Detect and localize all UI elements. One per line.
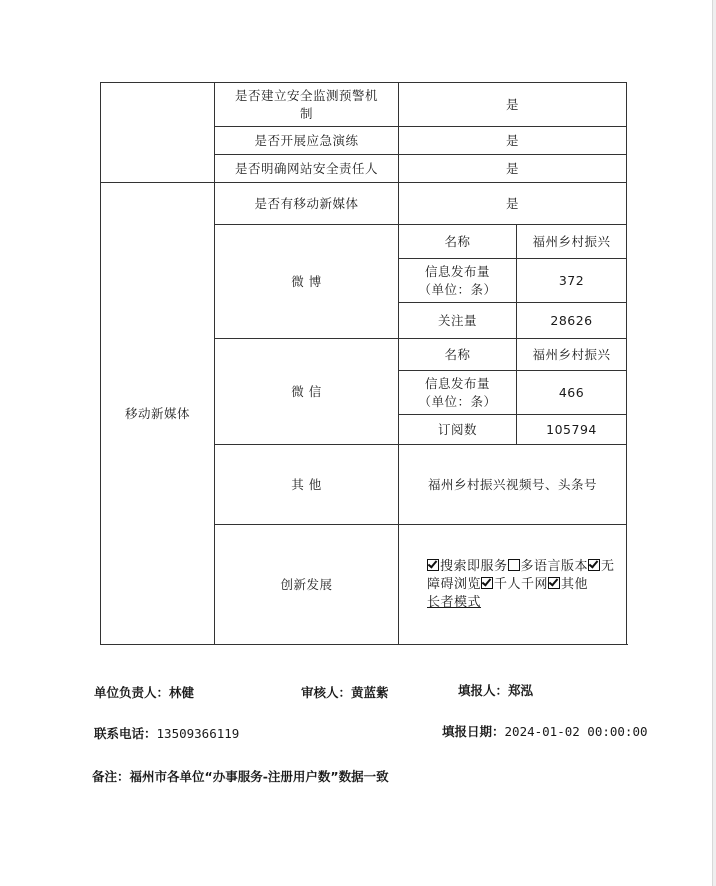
wechat-subs-value: 105794	[517, 415, 627, 445]
drill-value: 是	[399, 127, 627, 155]
mobile-media-label: 移动新媒体	[101, 183, 215, 645]
option-accessible: 无障碍浏览	[427, 558, 615, 592]
option-multilingual: 多语言版本	[520, 558, 589, 574]
option-personalized: 千人千网	[494, 576, 549, 592]
date-label: 填报日期：	[442, 724, 505, 739]
innovation-label: 创新发展	[215, 525, 399, 645]
fill-date	[442, 722, 648, 740]
weibo-posts-label-line1: 信息发布量	[424, 263, 490, 279]
unit-head-label: 单位负责人：	[94, 685, 170, 700]
wechat-label: 微 信	[215, 339, 399, 445]
weibo-label: 微 博	[215, 225, 399, 339]
security-owner-value: 是	[399, 155, 627, 183]
wechat-posts-label-line1: 信息发布量	[424, 375, 490, 391]
filler-value: 郑泓	[508, 683, 534, 698]
checkbox-other[interactable]	[548, 577, 560, 589]
security-owner-label: 是否明确网站安全责任人	[215, 155, 399, 183]
option-other: 其他	[561, 576, 589, 592]
innovation-checkbox-row	[427, 558, 622, 594]
filler	[458, 681, 533, 699]
monitor-warning-label: 是否建立安全监测预警机制	[215, 83, 399, 127]
weibo-posts-label	[399, 259, 517, 303]
checkbox-personalized[interactable]	[481, 577, 493, 589]
wechat-name-value: 福州乡村振兴	[517, 339, 627, 371]
monitor-warning-value: 是	[399, 83, 627, 127]
wechat-posts-label	[399, 371, 517, 415]
unit-head	[94, 683, 194, 701]
wechat-posts-value: 466	[517, 371, 627, 415]
blank-section-cell	[101, 83, 215, 183]
drill-label: 是否开展应急演练	[215, 127, 399, 155]
checkbox-multilingual[interactable]	[508, 559, 520, 571]
unit-head-value: 林健	[169, 685, 195, 700]
weibo-posts-value: 372	[517, 259, 627, 303]
reviewer-label: 审核人：	[301, 685, 352, 700]
weibo-name-label: 名称	[399, 225, 517, 259]
weibo-posts-label-line2: （单位：条）	[418, 281, 497, 297]
wechat-name-label: 名称	[399, 339, 517, 371]
wechat-posts-label-line2: （单位：条）	[418, 393, 497, 409]
option-search-service: 搜索即服务	[440, 558, 508, 574]
innovation-options	[399, 525, 627, 645]
contact-phone	[94, 724, 239, 742]
other-media-label: 其 他	[215, 445, 399, 525]
reviewer-value: 黄蓝紫	[351, 685, 389, 700]
checkbox-accessible[interactable]	[588, 559, 600, 571]
report-table	[100, 82, 627, 645]
weibo-followers-label: 关注量	[399, 303, 517, 339]
date-value: 2024-01-02 00:00:00	[504, 724, 648, 739]
filler-label: 填报人：	[458, 683, 509, 698]
table-row	[101, 183, 627, 225]
phone-label: 联系电话：	[94, 726, 157, 741]
phone-value: 13509366119	[156, 726, 240, 741]
wechat-subs-label: 订阅数	[399, 415, 517, 445]
innovation-other-text: 长者模式	[427, 594, 482, 610]
weibo-followers-value: 28626	[517, 303, 627, 339]
other-media-value: 福州乡村振兴视频号、头条号	[399, 445, 627, 525]
checkbox-search-service[interactable]	[427, 559, 439, 571]
reviewer	[301, 683, 389, 701]
table-row	[101, 83, 627, 127]
has-mobile-value: 是	[399, 183, 627, 225]
has-mobile-label: 是否有移动新媒体	[215, 183, 399, 225]
weibo-name-value: 福州乡村振兴	[517, 225, 627, 259]
remark-note: 备注：福州市各单位“办事服务-注册用户数”数据一致	[92, 769, 389, 784]
